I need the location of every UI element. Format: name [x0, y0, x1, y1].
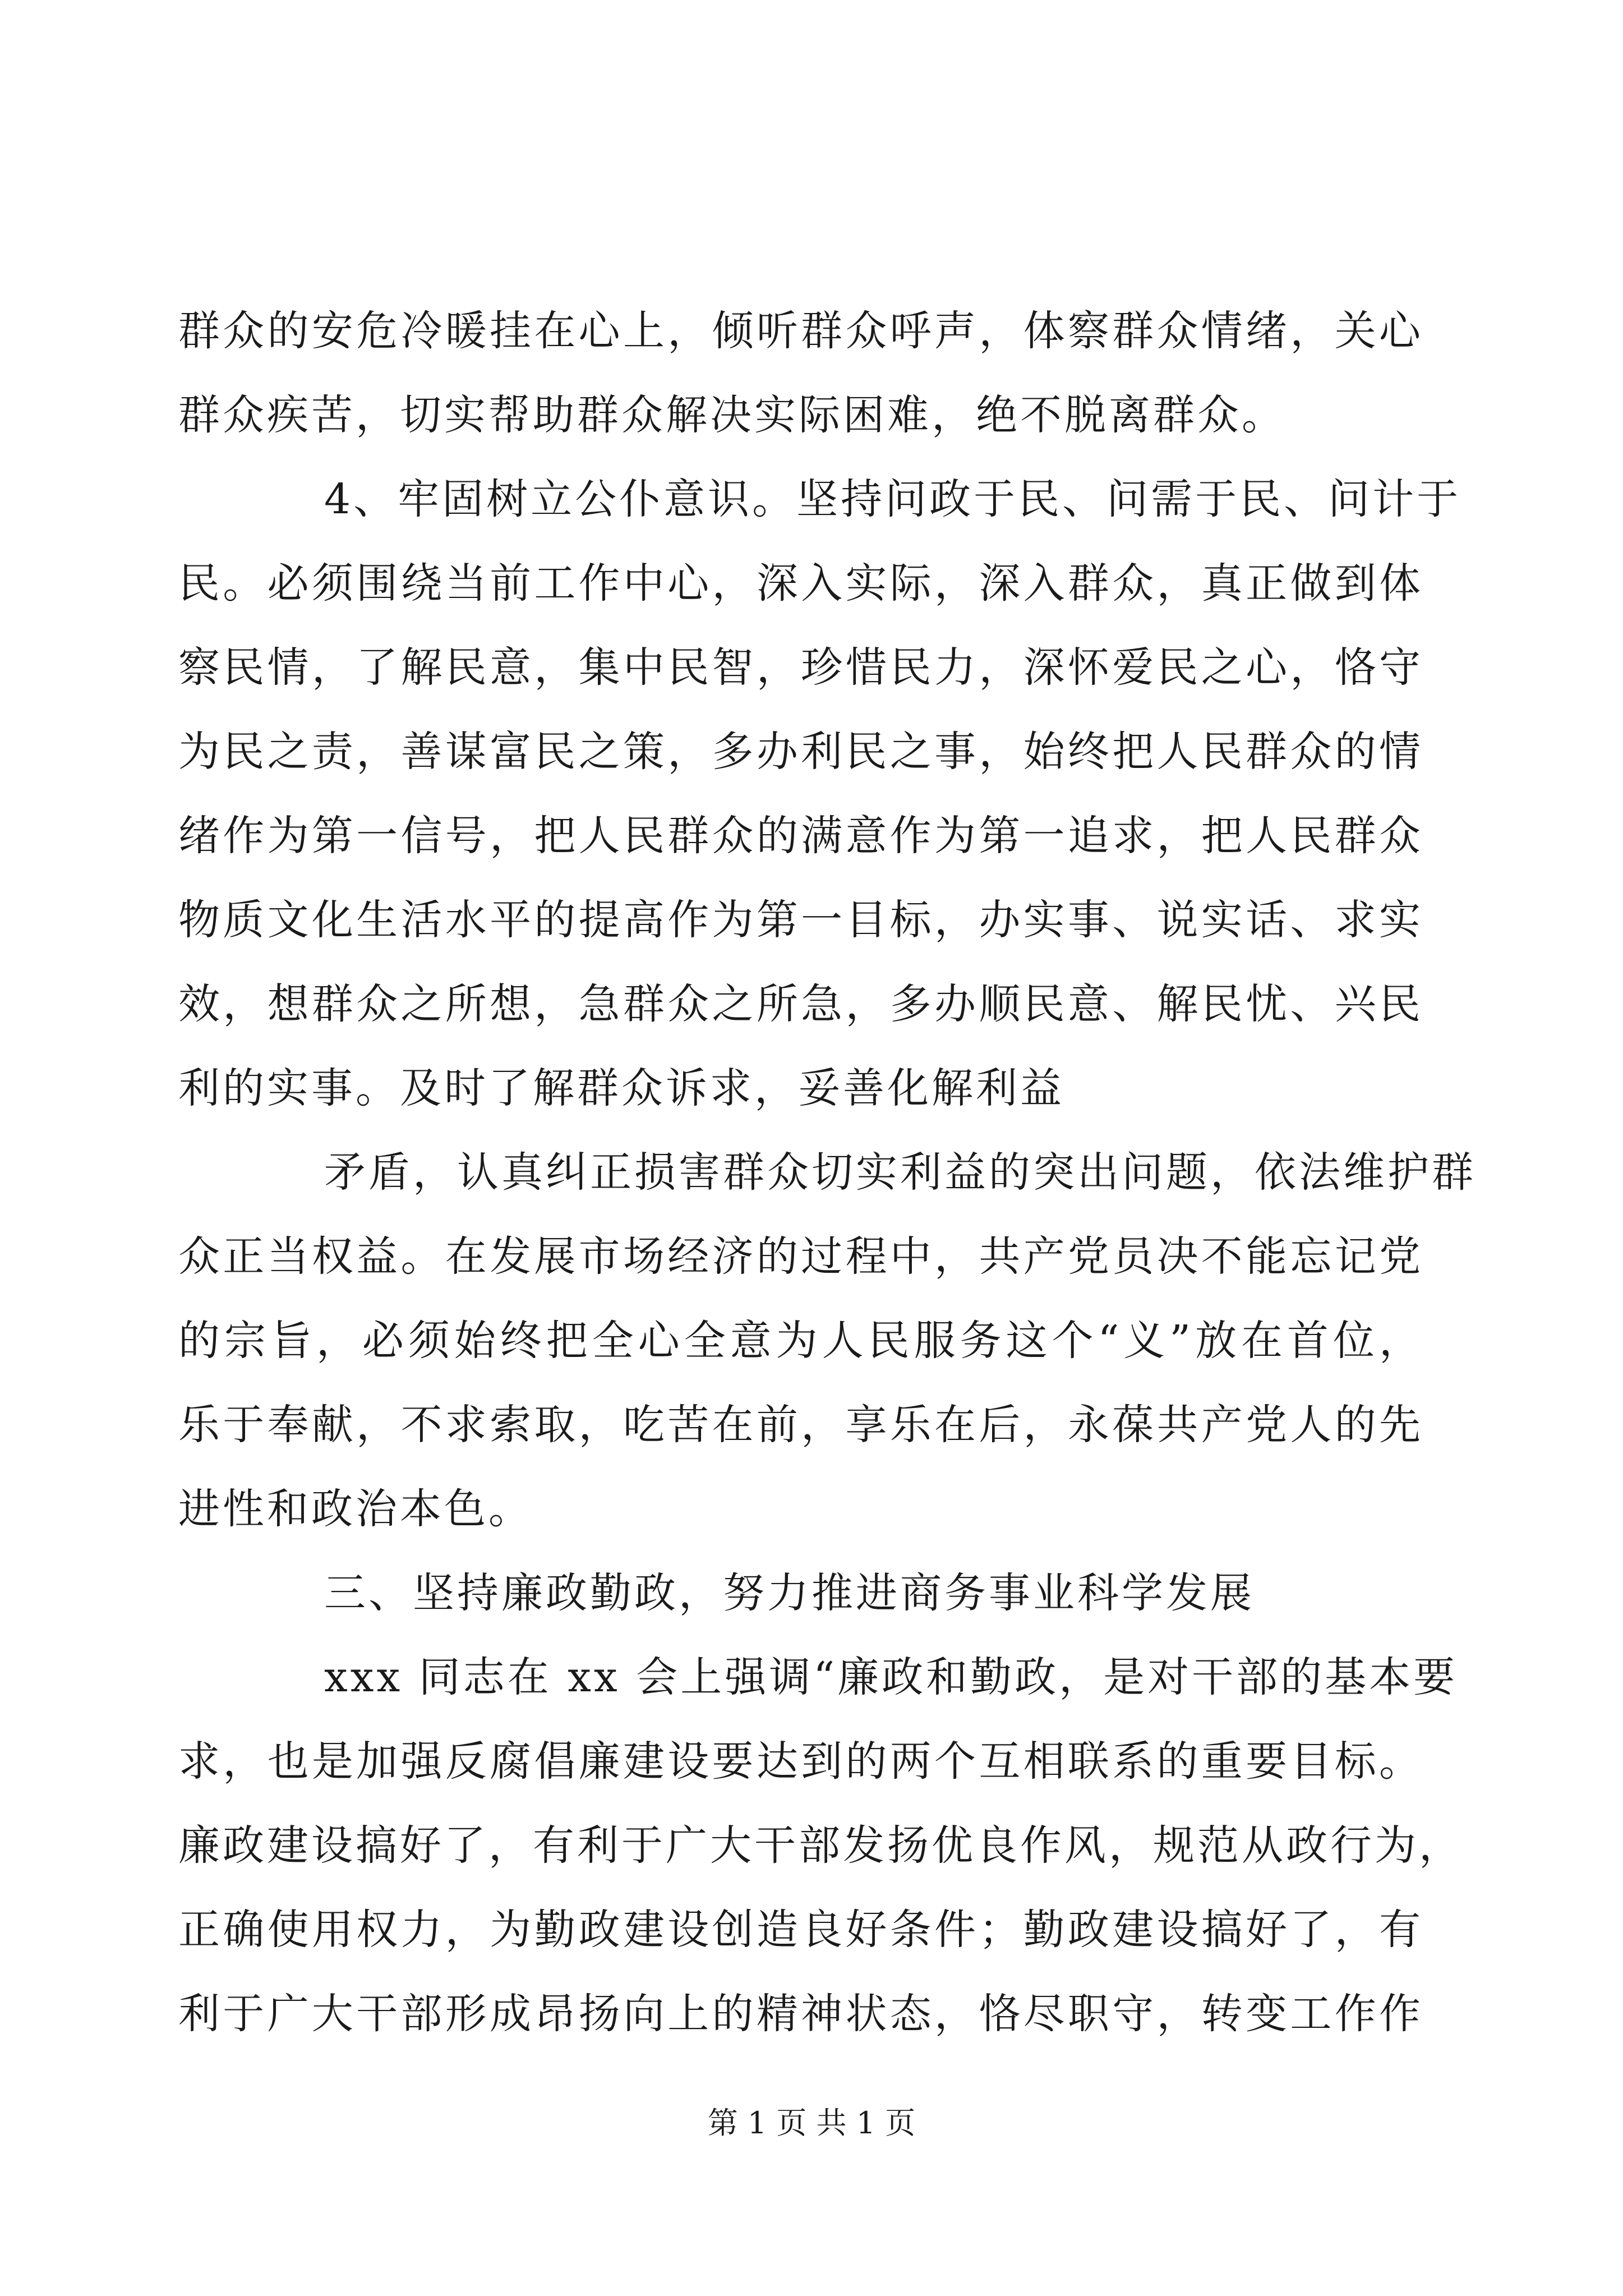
text-line: 矛盾，认真纠正损害群众切实利益的突出问题，依法维护群: [324, 1148, 1476, 1197]
text-line: 物质文化生活水平的提高作为第一目标，办实事、说实话、求实: [178, 896, 1423, 944]
page-footer: 第 1 页 共 1 页: [707, 2105, 916, 2141]
text-line: 求，也是加强反腐倡廉建设要达到的两个互相联系的重要目标。: [178, 1737, 1423, 1786]
text-line: 利的实事。及时了解群众诉求，妥善化解利益: [178, 1064, 1064, 1112]
text-line: 为民之责，善谋富民之策，多办利民之事，始终把人民群众的情: [178, 728, 1423, 776]
text-line: 群众疾苦，切实帮助群众解决实际困难，绝不脱离群众。: [178, 391, 1286, 439]
text-line: 的宗旨，必须始终把全心全意为人民服务这个“义”放在首位，: [178, 1317, 1423, 1365]
text-line: 察民情，了解民意，集中民智，珍惜民力，深怀爱民之心，恪守: [178, 643, 1423, 692]
text-line: xxx 同志在 xx 会上强调“廉政和勤政，是对干部的基本要: [324, 1653, 1458, 1701]
text-line: 乐于奉献，不求索取，吃苦在前，享乐在后，永葆共产党人的先: [178, 1401, 1423, 1449]
text-line: 三、坚持廉政勤政，努力推进商务事业科学发展: [324, 1569, 1255, 1617]
text-line: 绪作为第一信号，把人民群众的满意作为第一追求，把人民群众: [178, 812, 1423, 860]
text-line: 效，想群众之所想，急群众之所急，多办顺民意、解民忧、兴民: [178, 980, 1423, 1028]
text-line: 廉政建设搞好了，有利于广大干部发扬优良作风，规范从政行为，: [178, 1821, 1463, 1870]
text-line: 正确使用权力，为勤政建设创造良好条件；勤政建设搞好了，有: [178, 1906, 1423, 1954]
text-line: 众正当权益。在发展市场经济的过程中，共产党员决不能忘记党: [178, 1232, 1423, 1281]
text-line: 4、牢固树立公仆意识。坚持问政于民、问需于民、问计于: [324, 475, 1461, 523]
text-line: 民。必须围绕当前工作中心，深入实际，深入群众，真正做到体: [178, 559, 1423, 608]
text-line: 群众的安危冷暖挂在心上，倾听群众呼声，体察群众情绪，关心: [178, 307, 1423, 355]
text-line: 利于广大干部形成昂扬向上的精神状态，恪尽职守，转变工作作: [178, 1990, 1423, 2038]
text-line: 进性和政治本色。: [178, 1485, 533, 1533]
document-body: [178, 289, 1476, 2056]
